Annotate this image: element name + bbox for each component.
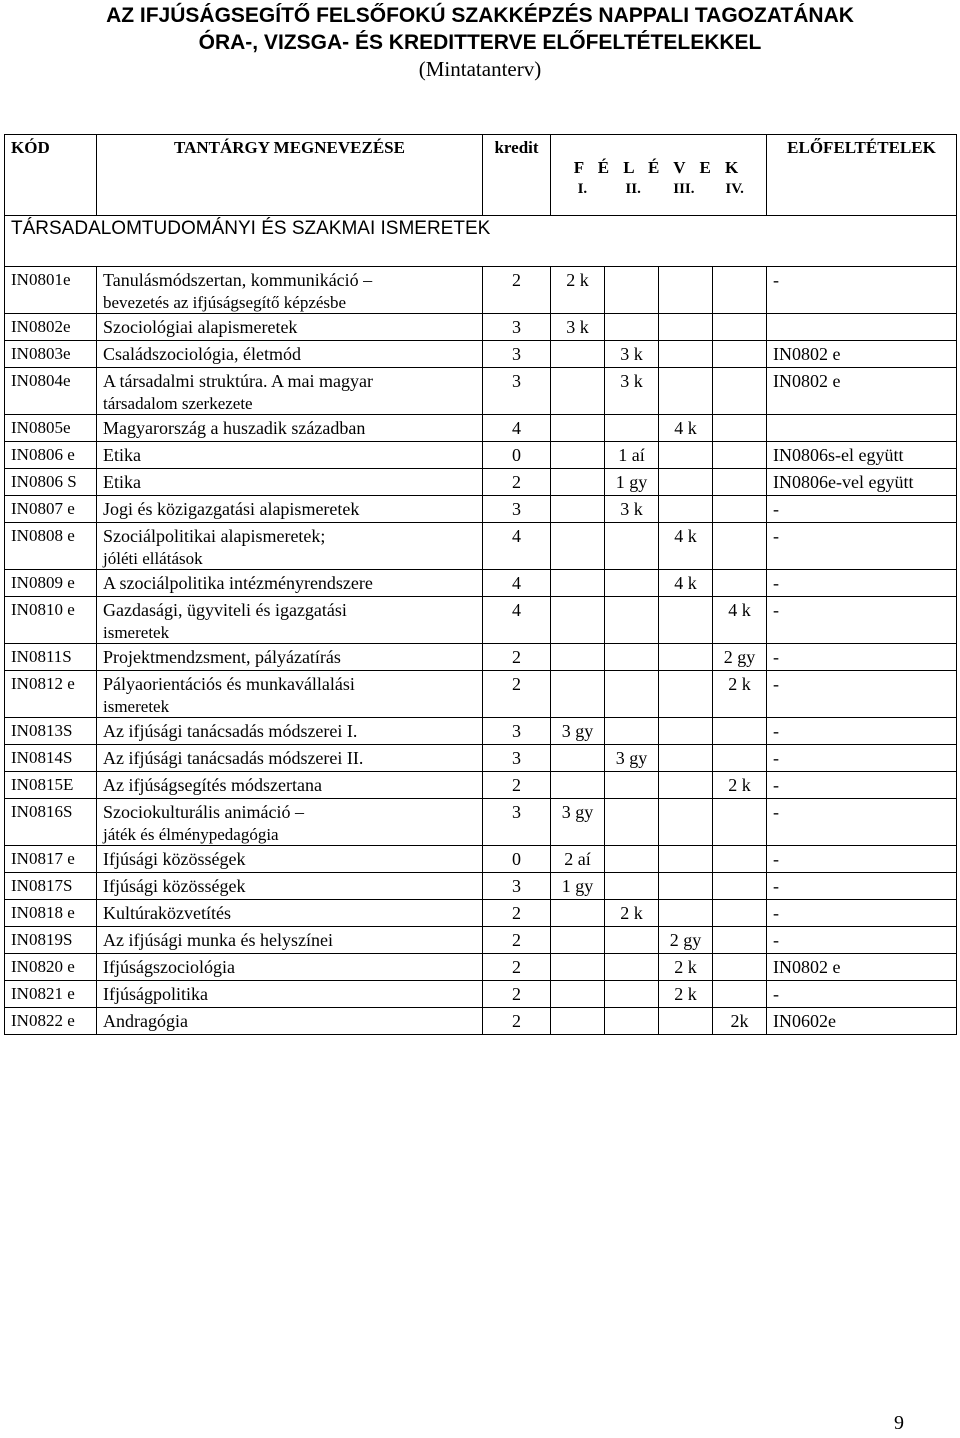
semester-2-cell: 3 k [605, 496, 659, 523]
semester-1-cell [551, 644, 605, 671]
table-row [5, 671, 957, 718]
course-name [97, 523, 483, 570]
course-prereq: - [767, 671, 957, 718]
course-credit: 2 [483, 772, 551, 799]
course-name-subtitle: ismeretek [103, 697, 170, 716]
course-code: IN0808 e [5, 523, 97, 570]
course-code: IN0817 e [5, 846, 97, 873]
course-name-text: Az ifjúsági munka és helyszínei [103, 930, 333, 950]
course-name [97, 981, 483, 1008]
course-prereq: - [767, 745, 957, 772]
course-prereq: - [767, 900, 957, 927]
semester-4-cell [713, 314, 767, 341]
course-prereq: - [767, 597, 957, 644]
semester-3-cell: 4 k [659, 415, 713, 442]
course-code: IN0819S [5, 927, 97, 954]
course-name-text: Ifjúságszociológia [103, 957, 235, 977]
course-code: IN0820 e [5, 954, 97, 981]
course-prereq [767, 314, 957, 341]
section-title: TÁRSADALOMTUDOMÁNYI ÉS SZAKMAI ISMERETEK [5, 216, 957, 267]
semester-1-cell [551, 900, 605, 927]
table-row [5, 718, 957, 745]
course-name-text: Pályaorientációs és munkavállalási [103, 674, 355, 694]
semester-2-cell [605, 523, 659, 570]
course-prereq: - [767, 718, 957, 745]
semester-4-cell: 2k [713, 1008, 767, 1035]
semester-3-cell [659, 772, 713, 799]
course-credit: 2 [483, 671, 551, 718]
semester-3-cell [659, 341, 713, 368]
course-name-subtitle: játék és élménypedagógia [103, 825, 279, 844]
semester-3-cell [659, 799, 713, 846]
semester-3-cell: 2 gy [659, 927, 713, 954]
course-name-subtitle: ismeretek [103, 623, 170, 642]
course-name-text: Az ifjúsági tanácsadás módszerei I. [103, 721, 358, 741]
table-row [5, 442, 957, 469]
semester-1-cell: 2 aí [551, 846, 605, 873]
semester-4-cell [713, 368, 767, 415]
semester-2-cell [605, 415, 659, 442]
semester-2-cell [605, 981, 659, 1008]
course-name-text: Etika [103, 445, 141, 465]
course-credit: 2 [483, 900, 551, 927]
course-prereq: - [767, 523, 957, 570]
table-row [5, 314, 957, 341]
curriculum-table [4, 134, 957, 1035]
semester-2-cell [605, 597, 659, 644]
semester-3-cell [659, 469, 713, 496]
semester-2-cell [605, 718, 659, 745]
course-name-text: Jogi és közigazgatási alapismeretek [103, 499, 360, 519]
course-name [97, 415, 483, 442]
course-prereq: - [767, 267, 957, 314]
section-row [5, 216, 957, 267]
semester-4-cell: 2 k [713, 671, 767, 718]
semester-1-cell: 1 gy [551, 873, 605, 900]
course-prereq: IN0806e-vel együtt [767, 469, 957, 496]
course-credit: 0 [483, 846, 551, 873]
table-row [5, 341, 957, 368]
course-credit: 2 [483, 267, 551, 314]
course-name-text: Ifjúsági közösségek [103, 876, 246, 896]
course-name-text: Ifjúsági közösségek [103, 849, 246, 869]
course-credit: 3 [483, 745, 551, 772]
semester-4-cell: 4 k [713, 597, 767, 644]
course-code: IN0821 e [5, 981, 97, 1008]
course-name-text: Az ifjúsági tanácsadás módszerei II. [103, 748, 364, 768]
table-row [5, 644, 957, 671]
semester-4-cell [713, 469, 767, 496]
semester-4-cell [713, 496, 767, 523]
course-code: IN0806 e [5, 442, 97, 469]
course-name [97, 671, 483, 718]
course-prereq: - [767, 799, 957, 846]
course-name-subtitle: jóléti ellátások [103, 549, 203, 568]
course-credit: 2 [483, 954, 551, 981]
semester-4-cell [713, 846, 767, 873]
semester-2-cell [605, 671, 659, 718]
semester-1-cell [551, 523, 605, 570]
semester-2-cell: 3 k [605, 341, 659, 368]
course-code: IN0822 e [5, 1008, 97, 1035]
course-code: IN0803e [5, 341, 97, 368]
header-semesters-title: F É L É V E K [573, 158, 744, 177]
course-name-text: Szociokulturális animáció – [103, 802, 304, 822]
table-row [5, 597, 957, 644]
table-row [5, 981, 957, 1008]
semester-3-cell: 2 k [659, 981, 713, 1008]
header-subject: TANTÁRGY MEGNEVEZÉSE [97, 135, 483, 216]
course-code: IN0807 e [5, 496, 97, 523]
semester-1-cell [551, 469, 605, 496]
semester-4-cell [713, 341, 767, 368]
document-title-line2: ÓRA-, VIZSGA- ÉS KREDITTERVE ELŐFELTÉTELEKKEL [198, 31, 762, 54]
semester-1-cell: 3 k [551, 314, 605, 341]
semester-2-cell [605, 873, 659, 900]
course-code: IN0813S [5, 718, 97, 745]
course-code: IN0801e [5, 267, 97, 314]
course-code: IN0811S [5, 644, 97, 671]
semester-4-cell: 2 k [713, 772, 767, 799]
course-credit: 2 [483, 927, 551, 954]
table-header-row [5, 135, 957, 216]
course-credit: 0 [483, 442, 551, 469]
semester-3-cell [659, 900, 713, 927]
course-name [97, 873, 483, 900]
semester-4-cell [713, 799, 767, 846]
course-credit: 4 [483, 570, 551, 597]
semester-1-cell [551, 415, 605, 442]
semester-2-cell [605, 644, 659, 671]
semester-1-cell [551, 745, 605, 772]
course-prereq: - [767, 873, 957, 900]
semester-3-cell: 2 k [659, 954, 713, 981]
course-name [97, 900, 483, 927]
course-code: IN0815E [5, 772, 97, 799]
table-row [5, 772, 957, 799]
semester-3-cell: 4 k [659, 570, 713, 597]
course-name [97, 570, 483, 597]
course-credit: 4 [483, 415, 551, 442]
header-prereq: ELŐFELTÉTELEK [767, 135, 957, 216]
course-code: IN0818 e [5, 900, 97, 927]
course-name [97, 954, 483, 981]
semester-2-cell [605, 846, 659, 873]
semester-3-cell: 4 k [659, 523, 713, 570]
table-row [5, 900, 957, 927]
document-title-line3: (Mintatanterv) [418, 57, 542, 81]
semester-2-cell: 3 k [605, 368, 659, 415]
course-code: IN0817S [5, 873, 97, 900]
course-name [97, 927, 483, 954]
table-row [5, 267, 957, 314]
course-prereq: IN0802 e [767, 341, 957, 368]
course-name-text: Az ifjúságsegítés módszertana [103, 775, 322, 795]
header-sem3: III. [673, 181, 695, 197]
course-prereq: - [767, 981, 957, 1008]
course-name [97, 718, 483, 745]
semester-1-cell [551, 772, 605, 799]
semester-2-cell: 1 gy [605, 469, 659, 496]
semester-1-cell [551, 927, 605, 954]
course-name-subtitle: bevezetés az ifjúságsegítő képzésbe [103, 293, 347, 312]
course-code: IN0802e [5, 314, 97, 341]
table-row [5, 927, 957, 954]
semester-2-cell: 2 k [605, 900, 659, 927]
semester-2-cell [605, 314, 659, 341]
course-code: IN0814S [5, 745, 97, 772]
course-name-text: Gazdasági, ügyviteli és igazgatási [103, 600, 347, 620]
course-name-text: Magyarország a huszadik században [103, 418, 366, 438]
course-credit: 3 [483, 799, 551, 846]
semester-4-cell [713, 415, 767, 442]
course-name-text: Szociológiai alapismeretek [103, 317, 298, 337]
course-prereq: IN0806s-el együtt [767, 442, 957, 469]
semester-2-cell [605, 954, 659, 981]
table-row [5, 799, 957, 846]
table-row [5, 873, 957, 900]
semester-1-cell: 2 k [551, 267, 605, 314]
course-code: IN0805e [5, 415, 97, 442]
course-credit: 3 [483, 314, 551, 341]
course-name [97, 341, 483, 368]
course-name [97, 644, 483, 671]
semester-2-cell [605, 927, 659, 954]
course-code: IN0816S [5, 799, 97, 846]
course-code: IN0806 S [5, 469, 97, 496]
semester-4-cell [713, 267, 767, 314]
course-prereq: - [767, 496, 957, 523]
semester-3-cell [659, 671, 713, 718]
semester-3-cell [659, 873, 713, 900]
course-credit: 3 [483, 718, 551, 745]
course-credit: 2 [483, 1008, 551, 1035]
course-prereq: IN0802 e [767, 368, 957, 415]
course-code: IN0804e [5, 368, 97, 415]
semester-1-cell [551, 341, 605, 368]
course-name-text: A társadalmi struktúra. A mai magyar [103, 371, 373, 391]
semester-4-cell [713, 900, 767, 927]
semester-2-cell: 3 gy [605, 745, 659, 772]
semester-1-cell [551, 442, 605, 469]
semester-4-cell [713, 718, 767, 745]
course-name [97, 799, 483, 846]
table-row [5, 523, 957, 570]
header-sem2: II. [625, 181, 641, 197]
semester-1-cell [551, 368, 605, 415]
header-sem4: IV. [725, 181, 744, 197]
course-prereq: - [767, 570, 957, 597]
semester-3-cell [659, 496, 713, 523]
course-name-text: Etika [103, 472, 141, 492]
semester-3-cell [659, 1008, 713, 1035]
course-name [97, 1008, 483, 1035]
semester-3-cell [659, 644, 713, 671]
course-prereq: IN0602e [767, 1008, 957, 1035]
course-name [97, 368, 483, 415]
semester-4-cell [713, 954, 767, 981]
table-row [5, 496, 957, 523]
table-row [5, 415, 957, 442]
header-sem1: I. [577, 181, 588, 197]
course-name [97, 469, 483, 496]
header-semesters [551, 135, 767, 216]
course-name-text: Ifjúságpolitika [103, 984, 208, 1004]
table-row [5, 846, 957, 873]
semester-1-cell [551, 954, 605, 981]
semester-1-cell [551, 671, 605, 718]
semester-4-cell [713, 873, 767, 900]
course-credit: 4 [483, 597, 551, 644]
semester-4-cell [713, 523, 767, 570]
course-code: IN0810 e [5, 597, 97, 644]
semester-3-cell [659, 718, 713, 745]
semester-3-cell [659, 368, 713, 415]
course-prereq: - [767, 846, 957, 873]
course-name-text: Szociálpolitikai alapismeretek; [103, 526, 326, 546]
semester-4-cell [713, 927, 767, 954]
table-row [5, 745, 957, 772]
semester-4-cell [713, 981, 767, 1008]
semester-1-cell [551, 597, 605, 644]
course-name-text: A szociálpolitika intézményrendszere [103, 573, 373, 593]
table-row [5, 1008, 957, 1035]
table-row [5, 469, 957, 496]
semester-2-cell [605, 570, 659, 597]
header-credit: kredit [483, 135, 551, 216]
semester-1-cell [551, 981, 605, 1008]
course-name-text: Kultúraközvetítés [103, 903, 231, 923]
course-prereq: - [767, 927, 957, 954]
semester-3-cell [659, 745, 713, 772]
course-name [97, 267, 483, 314]
semester-4-cell [713, 442, 767, 469]
course-prereq: - [767, 644, 957, 671]
semester-3-cell [659, 597, 713, 644]
course-credit: 3 [483, 496, 551, 523]
course-code: IN0812 e [5, 671, 97, 718]
semester-3-cell [659, 846, 713, 873]
document-title-line1: AZ IFJÚSÁGSEGÍTŐ FELSŐFOKÚ SZAKKÉPZÉS NAPPALI TAGOZATÁNAK [106, 4, 854, 27]
semester-3-cell [659, 442, 713, 469]
semester-1-cell [551, 496, 605, 523]
course-name-text: Projektmendzsment, pályázatírás [103, 647, 341, 667]
course-credit: 4 [483, 523, 551, 570]
semester-2-cell [605, 772, 659, 799]
course-name [97, 314, 483, 341]
course-prereq: - [767, 772, 957, 799]
course-credit: 3 [483, 341, 551, 368]
course-name [97, 846, 483, 873]
semester-1-cell [551, 570, 605, 597]
page-number: 9 [894, 1412, 904, 1434]
course-credit: 2 [483, 981, 551, 1008]
course-prereq: IN0802 e [767, 954, 957, 981]
semester-4-cell: 2 gy [713, 644, 767, 671]
header-code: KÓD [5, 135, 97, 216]
table-row [5, 954, 957, 981]
course-credit: 2 [483, 469, 551, 496]
semester-1-cell: 3 gy [551, 799, 605, 846]
semester-1-cell: 3 gy [551, 718, 605, 745]
course-credit: 3 [483, 368, 551, 415]
course-prereq [767, 415, 957, 442]
semester-2-cell: 1 aí [605, 442, 659, 469]
semester-1-cell [551, 1008, 605, 1035]
course-name [97, 772, 483, 799]
course-name [97, 442, 483, 469]
semester-2-cell [605, 799, 659, 846]
course-name-subtitle: társadalom szerkezete [103, 394, 253, 413]
semester-2-cell [605, 267, 659, 314]
course-credit: 2 [483, 644, 551, 671]
course-code: IN0809 e [5, 570, 97, 597]
course-name-text: Andragógia [103, 1011, 188, 1031]
semester-4-cell [713, 745, 767, 772]
course-credit: 3 [483, 873, 551, 900]
course-name [97, 745, 483, 772]
semester-3-cell [659, 267, 713, 314]
course-name [97, 496, 483, 523]
semester-4-cell [713, 570, 767, 597]
semester-2-cell [605, 1008, 659, 1035]
course-name-text: Családszociológia, életmód [103, 344, 301, 364]
semester-3-cell [659, 314, 713, 341]
table-row [5, 368, 957, 415]
table-row [5, 570, 957, 597]
course-name [97, 597, 483, 644]
course-name-text: Tanulásmódszertan, kommunikáció – [103, 270, 373, 290]
